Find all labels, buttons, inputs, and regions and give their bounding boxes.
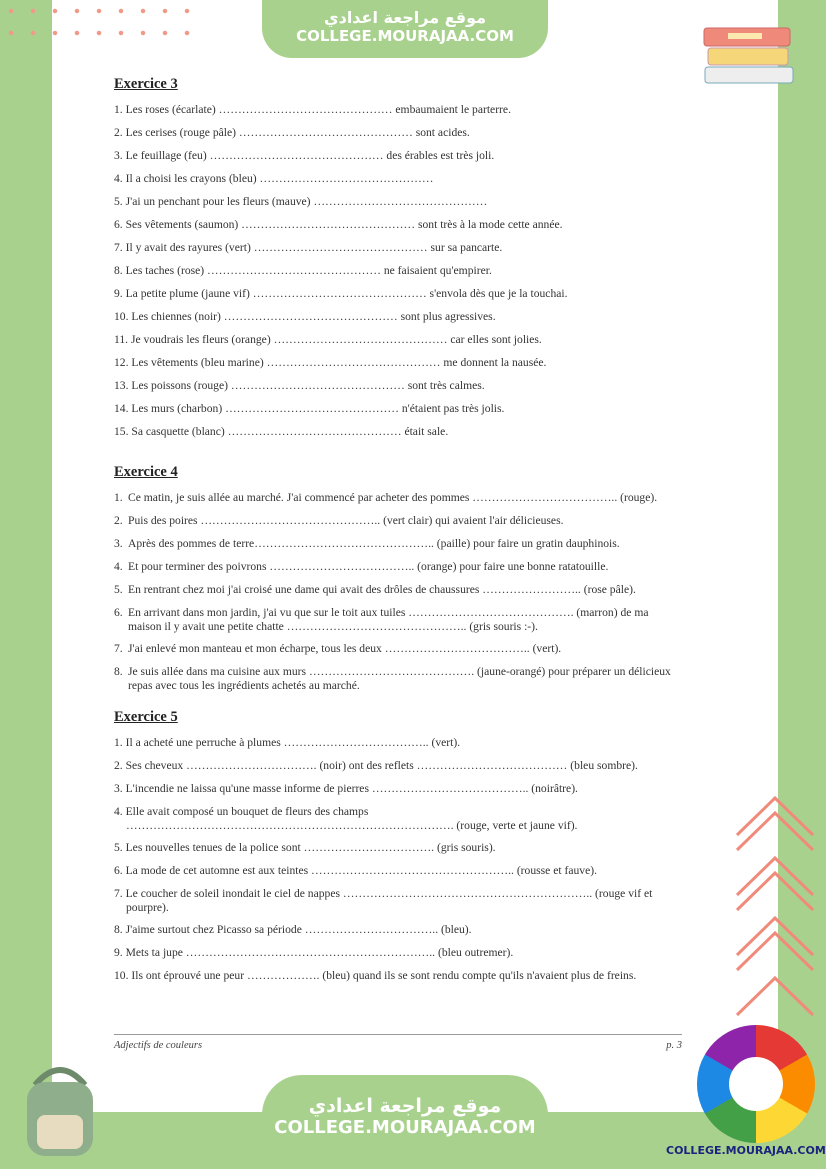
exercise-5 — [114, 709, 684, 992]
books-icon — [700, 12, 800, 92]
logo-wheel — [697, 1025, 815, 1143]
exercise-content — [114, 76, 684, 1008]
item-number: 1. — [114, 491, 123, 504]
header-banner — [262, 0, 548, 58]
list-item: 11. Je voudrais les fleurs (orange) ……………………………………… car elles sont jolies. — [114, 333, 542, 346]
list-item — [114, 583, 684, 606]
list-item: 13. Les poissons (rouge) ……………………………………… sont très calmes. — [114, 379, 485, 392]
list-item: 1. Les roses (écarlate) ……………………………………… embaumaient le parterre. — [114, 103, 511, 116]
footer-banner — [262, 1075, 548, 1169]
list-item: 2. Ses cheveux ……………………………. (noir) ont des reflets ………………………………… (bleu sombre). — [114, 759, 638, 772]
item-text: Je suis allée dans ma cuisine aux murs ……………………………………. (jaune-orangé) pour préparer un délicieux repas avec tous les ingrédients achetés au marché. — [128, 665, 671, 692]
list-item: 2. Les cerises (rouge pâle) ……………………………………… sont acides. — [114, 126, 470, 139]
list-item — [114, 665, 684, 693]
list-item: 6. Ses vêtements (saumon) ……………………………………… sont très à la mode cette année. — [114, 218, 563, 231]
list-item: 14. Les murs (charbon) ……………………………………… n'étaient pas très jolis. — [114, 402, 505, 415]
item-number: 7. — [114, 642, 123, 655]
list-item — [114, 560, 684, 583]
site-url-link[interactable]: COLLEGE.MOURAJAA.COM — [274, 1117, 536, 1138]
list-item: 10. Ils ont éprouvé une peur ………………. (bleu) quand ils se sont rendu compte qu'ils n'avaient plus de freins. — [114, 969, 637, 982]
list-item: 3. L'incendie ne laissa qu'une masse informe de pierres ………………………………….. (noirâtre). — [114, 782, 578, 795]
footer-title: Adjectifs de couleurs — [114, 1040, 203, 1051]
list-item: 4. Il a choisi les crayons (bleu) ……………………………………… — [114, 172, 434, 185]
backpack-icon — [15, 1060, 105, 1160]
list-item: 4. Elle avait composé un bouquet de fleurs des champs …………………………………………………………………………. (rouge, verte et jaune vif). — [114, 805, 578, 832]
list-item: 8. J'aime surtout chez Picasso sa période …………………………….. (bleu). — [114, 923, 472, 936]
item-number: 5. — [114, 583, 123, 596]
list-item: 7. Le coucher de soleil inondait le ciel de nappes ……………………………………………………….. (rouge vif et pourpre). — [114, 887, 653, 914]
site-url-link[interactable]: COLLEGE.MOURAJAA.COM — [296, 27, 514, 45]
logo-url-text: COLLEGE.MOURAJAA.COM — [666, 1144, 826, 1157]
exercise-3 — [114, 76, 684, 448]
list-item: 10. Les chiennes (noir) ……………………………………… sont plus agressives. — [114, 310, 496, 323]
exercise-title: Exercice 5 — [114, 709, 178, 725]
list-item: 9. La petite plume (jaune vif) ……………………………………… s'envola dès que je la touchai. — [114, 287, 568, 300]
item-text: J'ai enlevé mon manteau et mon écharpe, tous les deux ……………………………….. (vert). — [128, 642, 562, 655]
decorative-dots — [0, 0, 200, 50]
page-footer — [114, 1034, 682, 1051]
site-name-arabic: موقع مراجعة اعدادي — [323, 8, 487, 27]
list-item — [114, 491, 684, 514]
list-item — [114, 642, 684, 665]
list-item — [114, 537, 684, 560]
item-number: 6. — [114, 606, 123, 619]
list-item: 5. Les nouvelles tenues de la police sont ……………………………. (gris souris). — [114, 841, 496, 854]
exercise-title: Exercice 3 — [114, 76, 178, 92]
list-item: 12. Les vêtements (bleu marine) ……………………………………… me donnent la nausée. — [114, 356, 547, 369]
item-number: 4. — [114, 560, 123, 573]
item-text: En arrivant dans mon jardin, j'ai vu que sur le toit aux tuiles ……………………………………. (marron) de ma maison il y avait une petite chatte ……………………………………….. (gris souris :-). — [128, 606, 649, 633]
list-item — [114, 606, 684, 634]
exercise-title: Exercice 4 — [114, 464, 178, 480]
item-text: Ce matin, je suis allée au marché. J'ai commencé par acheter des pommes ……………………………….. (rouge). — [128, 491, 658, 504]
item-number: 3. — [114, 537, 123, 550]
list-item: 3. Le feuillage (feu) ……………………………………… des érables est très joli. — [114, 149, 495, 162]
site-name-arabic: موقع مراجعة اعدادي — [308, 1095, 502, 1117]
item-text: Et pour terminer des poivrons ……………………………….. (orange) pour faire une bonne ratatouille. — [128, 560, 609, 573]
item-number: 2. — [114, 514, 123, 527]
list-item: 7. Il y avait des rayures (vert) ……………………………………… sur sa pancarte. — [114, 241, 503, 254]
list-item: 15. Sa casquette (blanc) ……………………………………… était sale. — [114, 425, 449, 438]
list-item: 9. Mets ta jupe ……………………………………………………….. (bleu outremer). — [114, 946, 514, 959]
item-text: Puis des poires ……………………………………….. (vert clair) qui avaient l'air délicieuses. — [128, 514, 564, 527]
chevron-up-icon — [732, 790, 818, 1030]
list-item: 8. Les taches (rose) ……………………………………… ne faisaient qu'empirer. — [114, 264, 492, 277]
item-text: Après des pommes de terre……………………………………….. (paille) pour faire un gratin dauphinois. — [128, 537, 620, 550]
item-number: 8. — [114, 665, 123, 678]
exercise-4 — [114, 464, 684, 693]
list-item: 5. J'ai un penchant pour les fleurs (mauve) ……………………………………… — [114, 195, 488, 208]
list-item: 1. Il a acheté une perruche à plumes ……………………………….. (vert). — [114, 736, 461, 749]
page-number: p. 3 — [666, 1040, 682, 1051]
item-text: En rentrant chez moi j'ai croisé une dame qui avait des drôles de chaussures …………………….. (rose pâle). — [128, 583, 636, 596]
list-item: 6. La mode de cet automne est aux teintes …………………………………………….. (rousse et fauve). — [114, 864, 597, 877]
list-item — [114, 514, 684, 537]
